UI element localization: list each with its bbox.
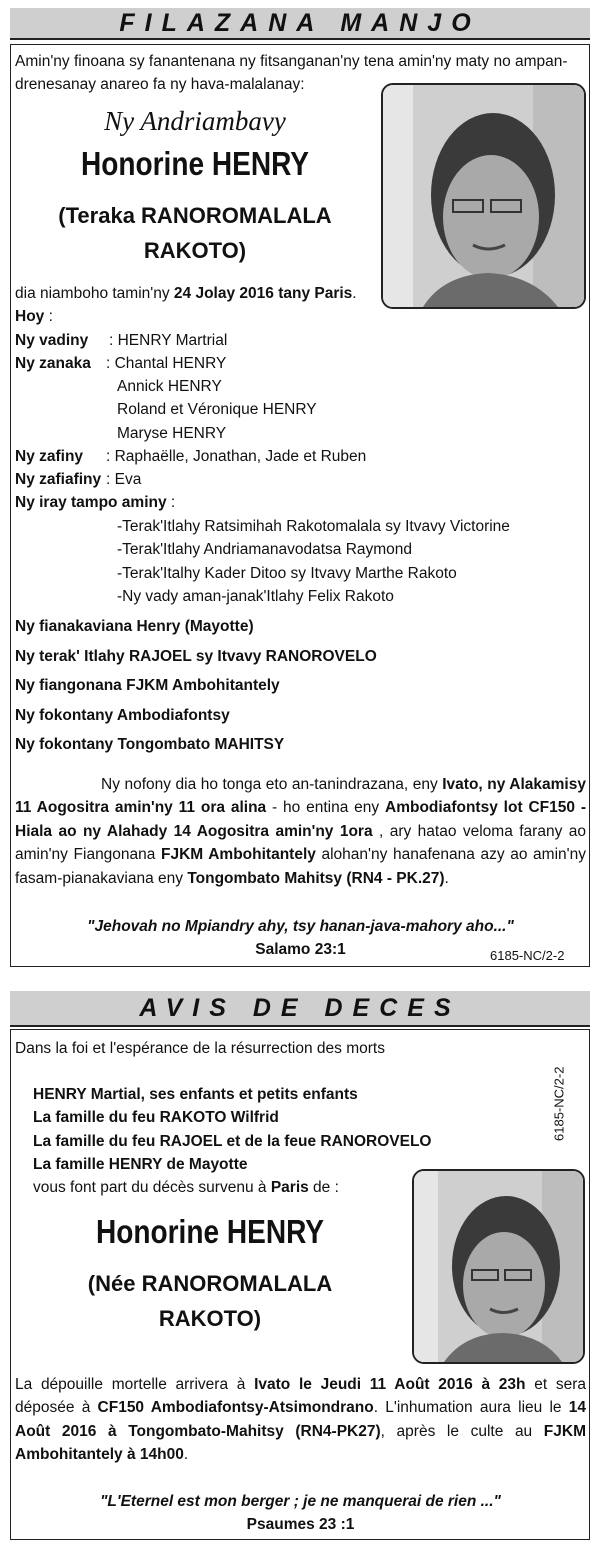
family-value: : Chantal HENRY [106, 355, 227, 372]
group-item: Ny fokontany Tongombato MAHITSY [15, 736, 285, 753]
paragraph-run: , ary hatao veloma farany ao amin'ny Fiangonana [15, 822, 586, 864]
bottom-portrait-photo [412, 1169, 585, 1364]
family-value: Roland et Véronique HENRY [117, 401, 317, 418]
group-item: Ny fokontany Ambodiafontsy [15, 707, 230, 724]
top-siblings-heading [15, 491, 175, 515]
sibling-item: -Terak'Itlahy Andriamanavodatsa Raymond [117, 541, 413, 558]
top-death-line [15, 282, 357, 306]
family-value: : Eva [106, 471, 142, 488]
top-maiden-name-2: RAKOTO) [143, 238, 247, 263]
bottom-announce-line [33, 1176, 339, 1200]
top-deceased-name: Honorine HENRY [80, 145, 310, 182]
announce-prefix: vous font part du décès survenu à [33, 1179, 271, 1196]
paragraph-run: Ivato le Jeudi 11 Août 2016 à 23h [254, 1376, 526, 1393]
group-item: Ny fianakaviana Henry (Mayotte) [15, 618, 254, 635]
paragraph-run: La dépouille mortelle arrivera à [15, 1376, 255, 1393]
death-suffix: . [352, 285, 357, 302]
paragraph-run: Ambodiafontsy lot CF150 - Hiala ao ny Alahady 14 Aogositra amin'ny 1ora [15, 799, 586, 840]
hoy-label: Hoy [15, 308, 45, 325]
paragraph-run: , après le culte au [380, 1422, 544, 1440]
sibling-item: -Terak'Itlahy Ratsimihah Rakotomalala sy Itvavy Victorine [117, 518, 510, 535]
top-maiden-name-1: (Teraka RANOROMALALA [58, 203, 332, 228]
top-quote: "Jehovah no Mpiandry ahy, tsy hanan-java-mahory aho..." [87, 918, 514, 935]
top-intro-line-1: Amin'ny finoana sy fanantenana ny fitsanganan'ny tena amin'ny maty no ampan- [15, 53, 568, 70]
hoy-colon: : [44, 308, 53, 325]
bottom-family-item: La famille du feu RAJOEL et de la feue RANOROVELO [33, 1133, 432, 1150]
top-header-title: FILAZANA MANJO [119, 9, 481, 37]
family-value: Maryse HENRY [117, 425, 227, 442]
bottom-maiden-name-1: (Née RANOROMALALA [87, 1271, 333, 1296]
group-item: Ny terak' Itlahy RAJOEL sy Itvavy RANOROVELO [15, 648, 377, 665]
family-label: Ny zafiny [15, 448, 84, 465]
bottom-family-item: La famille du feu RAKOTO Wilfrid [33, 1109, 279, 1126]
death-prefix: dia niamboho tamin'ny [15, 285, 174, 302]
bottom-funeral-paragraph [15, 1373, 586, 1467]
top-intro-line-2: drenesanay anareo fa ny hava-malalanay: [15, 76, 305, 93]
family-label: Ny zanaka [15, 355, 91, 372]
top-honorific: Ny Andriambavy [104, 106, 286, 136]
paragraph-run: Tongombato Mahitsy (RN4 - PK.27) [187, 869, 445, 887]
sibling-item: -Ny vady aman-janak'Itlahy Felix Rakoto [117, 588, 394, 605]
death-date: 24 Jolay 2016 tany Paris [173, 285, 353, 302]
siblings-colon: : [166, 494, 176, 511]
top-ref-code: 6185-NC/2-2 [490, 948, 565, 963]
bottom-header-title: AVIS DE DECES [139, 994, 461, 1022]
top-header [10, 8, 590, 40]
family-value: : Raphaëlle, Jonathan, Jade et Ruben [106, 448, 367, 465]
bottom-deceased-name: Honorine HENRY [95, 1213, 325, 1250]
top-quote-ref: Salamo 23:1 [255, 941, 346, 958]
announce-place: Paris [270, 1179, 309, 1196]
family-label: Ny zafiafiny [15, 471, 102, 488]
paragraph-run: FJKM Ambohitantely [161, 846, 316, 864]
paragraph-run: alohan'ny hanafenana azy ao amin'ny fasam-pianakaviana eny [15, 846, 586, 887]
portrait-image [414, 1171, 583, 1362]
sibling-item: -Terak'Italhy Kader Ditoo sy Itvavy Marthe Rakoto [117, 565, 457, 582]
bottom-header [10, 991, 590, 1027]
paragraph-run: Ivato, ny Alakamisy 11 Aogositra amin'ny 11 ora alina [15, 776, 586, 817]
bottom-quote: "L'Eternel est mon berger ; je ne manquerai de rien ..." [100, 1493, 501, 1510]
paragraph-run: - ho entina eny [266, 799, 386, 817]
paragraph-run: CF150 Ambodiafontsy-Atsimondrano [97, 1399, 374, 1417]
paragraph-run: Ny nofony dia ho tonga eto an-tanindrazana, eny [101, 776, 443, 793]
bottom-maiden-name-2: RAKOTO) [158, 1306, 262, 1331]
paragraph-run: . [183, 1446, 189, 1464]
paragraph-run: 14 Août 2016 à Tongombato-Mahitsy (RN4-PK27) [15, 1399, 586, 1440]
paragraph-run: et sera déposée à [15, 1376, 586, 1417]
paragraph-run: FJKM Ambohitantely à 14h00 [15, 1422, 586, 1464]
paragraph-run: . L'inhumation aura lieu le [373, 1399, 569, 1417]
family-value: Annick HENRY [117, 378, 222, 395]
portrait-image [383, 85, 584, 307]
bottom-family-item: HENRY Martial, ses enfants et petits enfants [33, 1086, 358, 1103]
family-value: : HENRY Martrial [109, 332, 228, 349]
top-funeral-paragraph [15, 773, 586, 890]
siblings-label: Ny iray tampo aminy [15, 494, 167, 511]
bottom-ref-code: 6185-NC/2-2 [551, 1066, 567, 1141]
family-label: Ny vadiny [15, 332, 89, 349]
bottom-intro: Dans la foi et l'espérance de la résurrection des morts [15, 1040, 385, 1057]
paragraph-run: . [444, 869, 449, 887]
announce-suffix: de : [308, 1179, 339, 1196]
top-hoy-line [15, 305, 53, 329]
bottom-family-item: La famille HENRY de Mayotte [33, 1156, 248, 1173]
bottom-quote-ref: Psaumes 23 :1 [246, 1516, 355, 1533]
top-portrait-photo [381, 83, 586, 309]
group-item: Ny fiangonana FJKM Ambohitantely [15, 677, 280, 694]
